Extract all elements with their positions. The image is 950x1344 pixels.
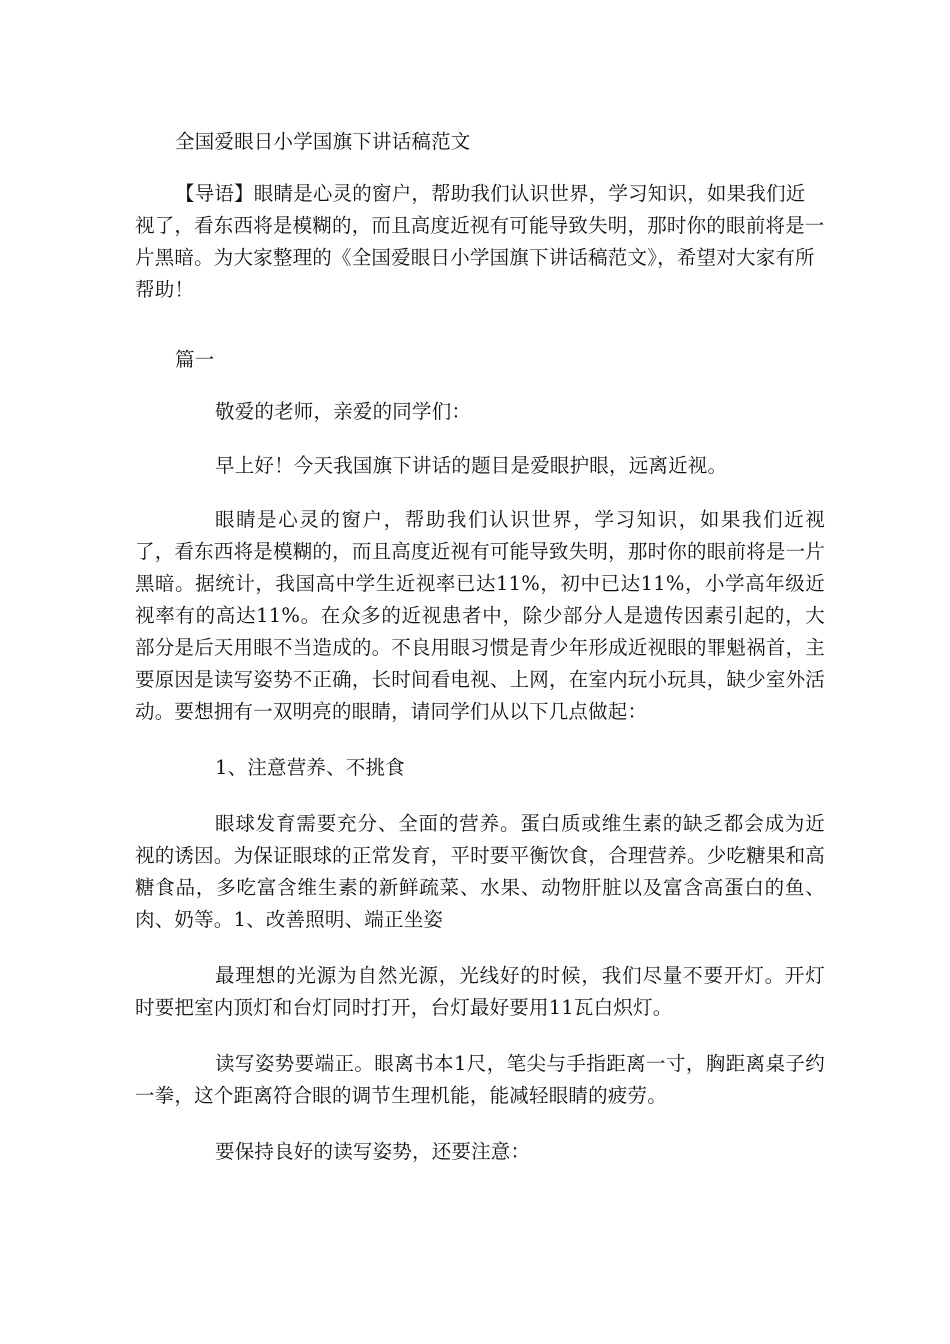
body-paragraph-eyes: 眼睛是心灵的窗户，帮助我们认识世界，学习知识，如果我们近视了，看东西将是模糊的，而且高度近视有可能导致失明，那时你的眼前将是一片黑暗。据统计，我国高中学生近视率已达11%，初中已达11%，小学高年级近视率有的高达11%。在众多的近视患者中，除少部分人是遗传因素引起的，大部分是后天用眼不当造成的。不良用眼习惯是青少年形成近视眼的罪魁祸首，主要原因是读写姿势不正确，长时间看电视、上网，在室内玩小玩具，缺少室外活动。要想拥有一双明亮的眼睛，请同学们从以下几点做起：	[135, 508, 825, 723]
body-paragraph-posture: 读写姿势要端正。眼离书本1尺，笔尖与手指距离一寸，胸距离桌子约一拳，这个距离符合眼的调节生理机能，能减轻眼睛的疲劳。	[135, 1052, 825, 1107]
body-paragraph-notes: 要保持良好的读写姿势，还要注意：	[215, 1140, 531, 1163]
document-body	[135, 126, 825, 1168]
greeting: 早上好！今天我国旗下讲话的题目是爱眼护眼，远离近视。	[215, 454, 728, 477]
list-item-nutrition: 1、注意营养、不挑食	[215, 756, 405, 779]
document-title: 全国爱眼日小学国旗下讲话稿范文	[175, 130, 471, 153]
body-paragraph-lighting: 最理想的光源为自然光源，光线好的时候，我们尽量不要开灯。开灯时要把室内顶灯和台灯同时打开，台灯最好要用11瓦白炽灯。	[135, 964, 825, 1019]
salutation: 敬爱的老师，亲爱的同学们：	[215, 400, 472, 423]
intro-paragraph: 【导语】眼睛是心灵的窗户，帮助我们认识世界，学习知识，如果我们近视了，看东西将是模糊的，而且高度近视有可能导致失明，那时你的眼前将是一片黑暗。为大家整理的《全国爱眼日小学国旗下讲话稿范文》，希望对大家有所帮助！	[135, 182, 825, 301]
body-paragraph-nutrition: 眼球发育需要充分、全面的营养。蛋白质或维生素的缺乏都会成为近视的诱因。为保证眼球的正常发育，平时要平衡饮食，合理营养。少吃糖果和高糖食品，多吃富含维生素的新鲜疏菜、水果、动物肝脏以及富含高蛋白的鱼、肉、奶等。1、改善照明、端正坐姿	[135, 812, 825, 931]
section-heading: 篇一	[175, 348, 215, 371]
